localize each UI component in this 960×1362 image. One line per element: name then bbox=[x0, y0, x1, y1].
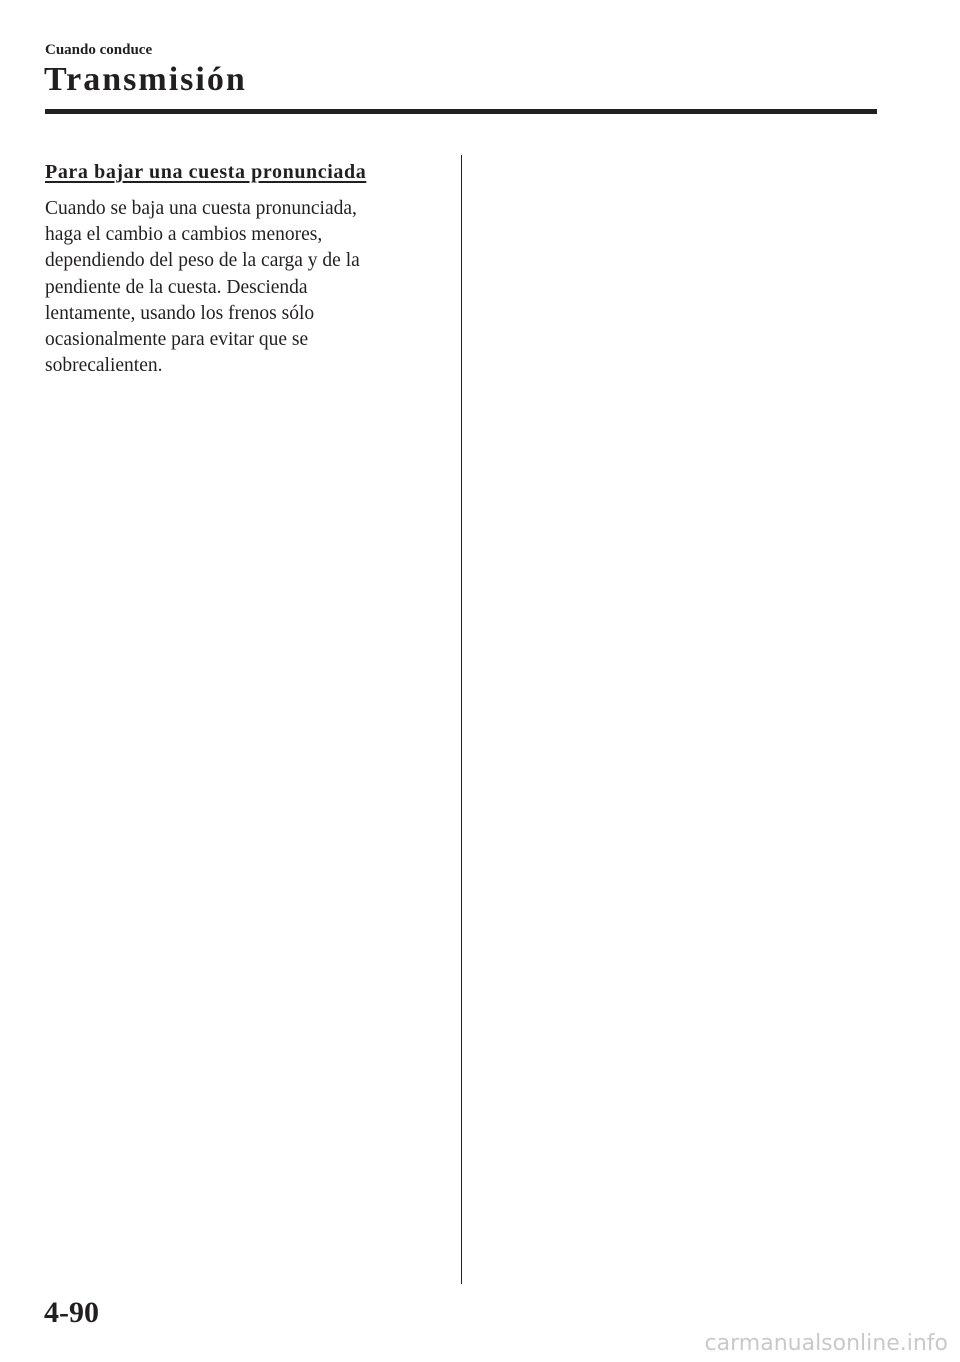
left-column bbox=[45, 158, 445, 379]
body-line: dependiendo del peso de la carga y de la bbox=[45, 250, 360, 272]
header-rule bbox=[45, 109, 877, 114]
body-line: pendiente de la cuesta. Descienda bbox=[45, 276, 308, 298]
body-line: ocasionalmente para evitar que se bbox=[45, 329, 309, 351]
subheading: Para bajar una cuesta pronunciada bbox=[45, 161, 367, 183]
body-line: sobrecalienten. bbox=[45, 355, 163, 377]
body-line: lentamente, usando los frenos sólo bbox=[45, 302, 315, 324]
body-line: Cuando se baja una cuesta pronunciada, bbox=[45, 198, 357, 219]
watermark: carmanualsonline.info bbox=[704, 1331, 948, 1356]
column-divider bbox=[461, 155, 462, 1284]
page-title: Transmisión bbox=[44, 61, 247, 98]
section-label: Cuando conduce bbox=[45, 42, 153, 58]
body-line: haga el cambio a cambios menores, bbox=[45, 224, 323, 246]
body-paragraph bbox=[45, 196, 445, 379]
page-number: 4-90 bbox=[44, 1296, 99, 1329]
